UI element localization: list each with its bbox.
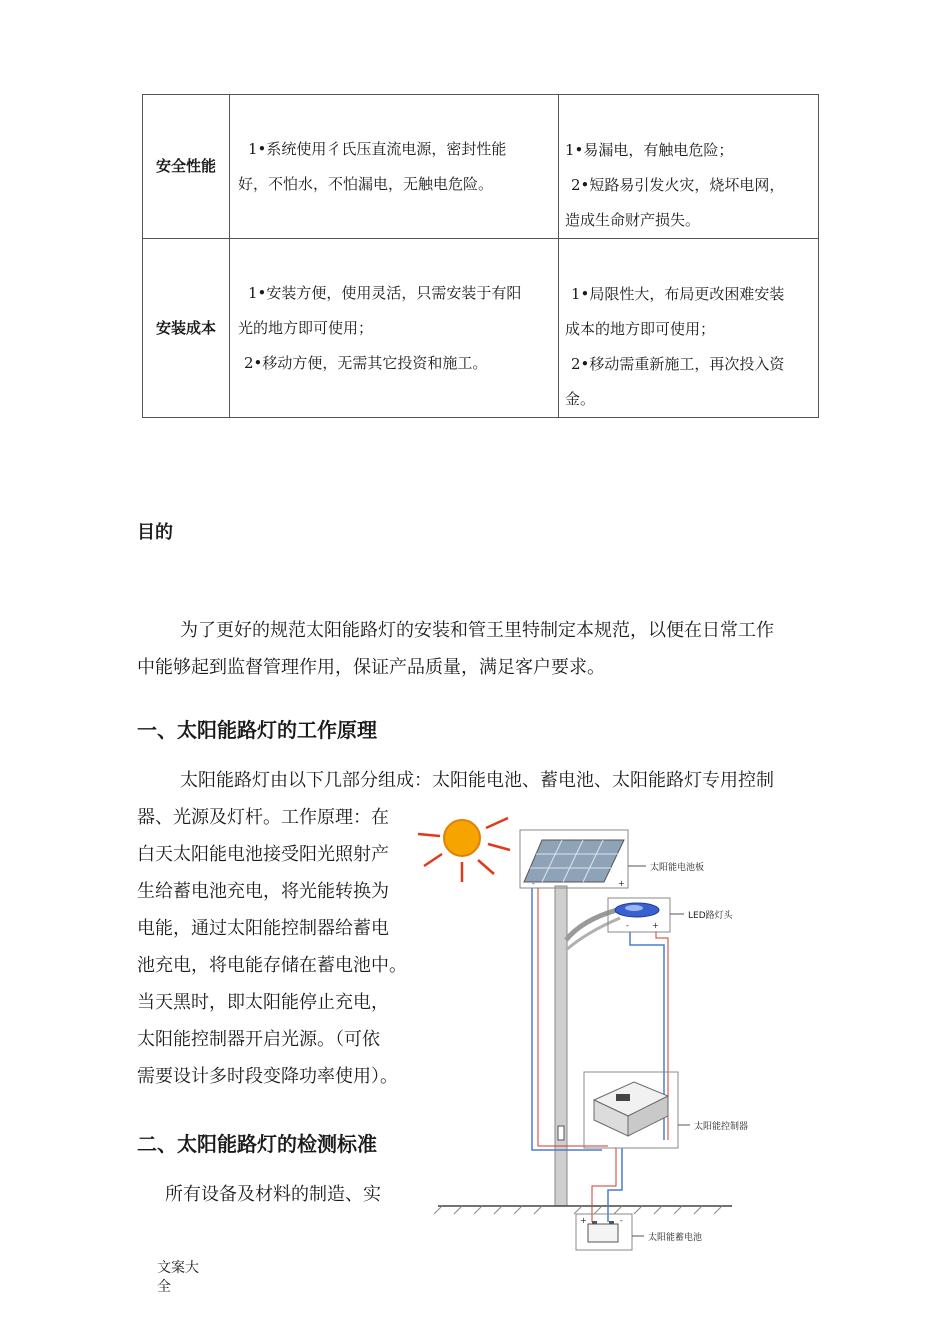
lamp-minus: - (626, 921, 629, 930)
section1-title: 一、太阳能路灯的工作原理 (137, 718, 377, 742)
cell-text: 光的地方即可使用； (238, 318, 374, 337)
cell-text: 1•局限性大，布局更改困难安装 (571, 285, 785, 303)
table-cell (230, 95, 559, 239)
section1-first-line: 太阳能路灯由以下几部分组成：太阳能电池、蓄电池、太阳能路灯专用控制 (180, 770, 774, 791)
row-label: 安全性能 (143, 95, 230, 239)
cell-text: 1•系统使用彳氏压直流电源，密封性能 (248, 139, 507, 158)
table-row (143, 239, 819, 418)
table-cell (230, 239, 559, 418)
cell-text: 好，不怕水，不怕漏电，无触电危险。 (238, 174, 494, 193)
table-cell (559, 95, 819, 239)
section1-line: 需要设计多时段变降功率使用）。 (137, 1066, 398, 1087)
section1-line: 生给蓄电池充电，将光能转换为 (137, 881, 389, 902)
section2-title: 二、太阳能路灯的检测标准 (137, 1132, 377, 1156)
row-label: 安装成本 (143, 239, 230, 418)
footer-watermark (157, 1259, 199, 1297)
table-row (143, 95, 819, 239)
battery-minus: - (620, 1216, 623, 1225)
section1-line: 太阳能控制器开启光源。（可依 (137, 1029, 380, 1050)
section1-line: 电能，通过太阳能控制器给蓄电 (137, 918, 389, 939)
comparison-table (142, 94, 819, 418)
panel-label: 太阳能电池板 (650, 863, 705, 873)
cell-text: 1•安装方便，使用灵活，只需安装于有阳 (248, 283, 522, 302)
cell-text: 金。 (565, 390, 596, 408)
sun-icon (418, 818, 510, 882)
cell-text: 2•移动需重新施工，再次投入资 (571, 355, 785, 373)
section1-line: 白天太阳能电池接受阳光照射产 (137, 844, 389, 865)
section1-line: 当天黑时，即太阳能停止充电， (137, 992, 389, 1013)
led-lamp-icon (615, 903, 659, 917)
section1-line: 器、光源及灯杆。工作原理：在 (137, 807, 389, 828)
lamp-arm (566, 910, 617, 940)
lamp-label: LED路灯头 (688, 911, 733, 921)
cell-text: 成本的地方即可使用； (565, 320, 716, 338)
section1-line: 池充电，将电能存储在蓄电池中。 (137, 955, 407, 976)
battery-plus: + (580, 1216, 587, 1225)
lamp-plus: + (652, 921, 659, 930)
purpose-line-1: 为了更好的规范太阳能路灯的安装和管王里特制定本规范，以便在日常工作 (180, 620, 774, 641)
controller-label: 太阳能控制器 (694, 1122, 749, 1132)
solar-panel (524, 840, 624, 882)
cell-text: 造成生命财产损失。 (565, 211, 701, 229)
battery-label: 太阳能蓄电池 (648, 1233, 703, 1243)
section2-line: 所有设备及材料的制造、实 (165, 1184, 381, 1205)
table-cell (559, 239, 819, 418)
panel-plus: + (618, 879, 625, 888)
battery-icon (588, 1221, 618, 1242)
purpose-line-2: 中能够起到监督管理作用，保证产品质量，满足客户要求。 (137, 657, 605, 678)
footer-line: 全 (157, 1279, 171, 1295)
panel-minus: - (532, 879, 535, 888)
solar-street-light-diagram (412, 810, 772, 1255)
light-pole (555, 886, 567, 1206)
cell-text: 1•易漏电，有触电危险； (565, 141, 734, 159)
purpose-title: 目的 (137, 522, 173, 543)
footer-line: 文案大 (157, 1260, 199, 1276)
cell-text: 2•移动方便，无需其它投资和施工。 (244, 353, 488, 372)
controller-icon (594, 1082, 668, 1136)
cell-text: 2•短路易引发火灾，烧坏电网， (571, 176, 785, 194)
